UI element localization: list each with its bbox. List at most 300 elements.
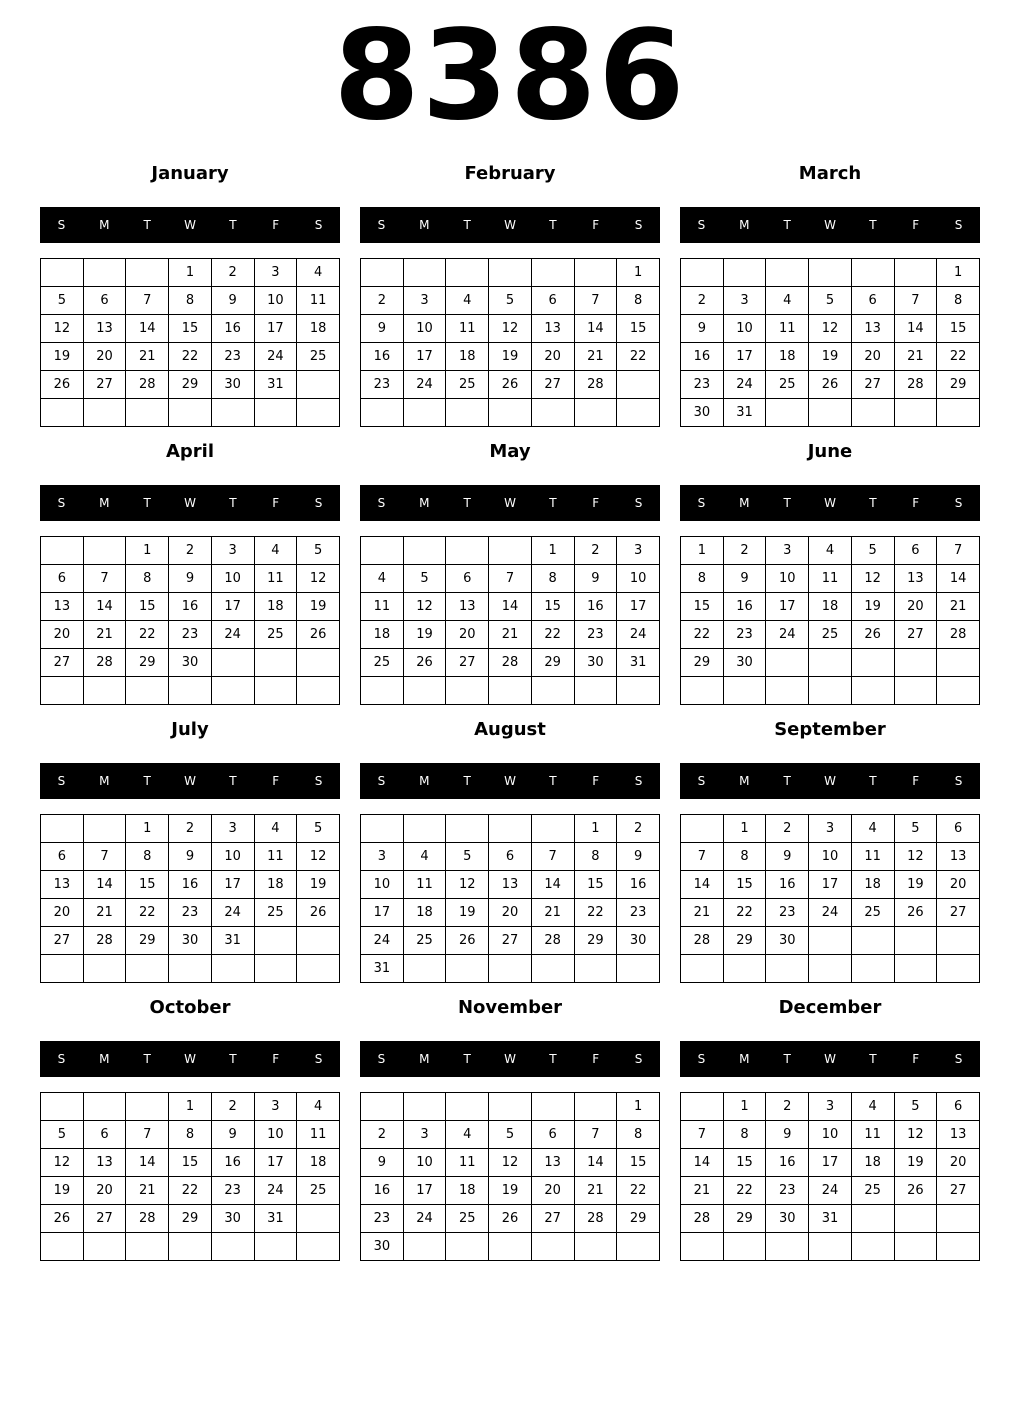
day-cell: 7 xyxy=(894,287,937,315)
day-cell: 10 xyxy=(723,315,766,343)
day-cell: 31 xyxy=(617,649,660,677)
day-cell xyxy=(723,1233,766,1261)
weekday-label: F xyxy=(592,496,600,510)
day-cell xyxy=(809,927,852,955)
day-cell: 5 xyxy=(894,1093,937,1121)
day-cell: 23 xyxy=(361,371,404,399)
day-cell: 22 xyxy=(617,343,660,371)
weekday-label: F xyxy=(272,218,280,232)
week-row xyxy=(361,843,660,871)
day-cell: 18 xyxy=(254,593,297,621)
day-cell: 4 xyxy=(297,1093,340,1121)
day-cell: 6 xyxy=(937,1093,980,1121)
day-cell: 17 xyxy=(403,1177,446,1205)
day-cell: 14 xyxy=(681,871,724,899)
day-cell: 19 xyxy=(489,343,532,371)
day-cell: 13 xyxy=(531,1149,574,1177)
week-row xyxy=(361,1093,660,1121)
day-cell xyxy=(489,1233,532,1261)
day-cell: 25 xyxy=(851,899,894,927)
day-cell: 30 xyxy=(617,927,660,955)
week-row xyxy=(681,1121,980,1149)
day-cell: 22 xyxy=(723,899,766,927)
weekday-label: T xyxy=(143,496,151,510)
day-cell: 3 xyxy=(617,537,660,565)
day-cell: 28 xyxy=(83,649,126,677)
day-cell: 27 xyxy=(83,1205,126,1233)
day-cell: 21 xyxy=(894,343,937,371)
weekday-label: W xyxy=(824,496,836,510)
weekday-label: T xyxy=(229,774,237,788)
weekday-label: M xyxy=(99,496,110,510)
day-cell: 3 xyxy=(809,815,852,843)
day-cell: 19 xyxy=(851,593,894,621)
day-cell xyxy=(41,955,84,983)
day-cell: 19 xyxy=(489,1177,532,1205)
weekday-label: F xyxy=(592,1052,600,1066)
day-cell xyxy=(254,649,297,677)
day-cell: 30 xyxy=(766,927,809,955)
week-row xyxy=(41,593,340,621)
day-cell: 30 xyxy=(766,1205,809,1233)
day-grid xyxy=(360,814,660,983)
day-cell: 17 xyxy=(211,593,254,621)
day-cell: 2 xyxy=(211,1093,254,1121)
day-cell: 17 xyxy=(211,871,254,899)
day-cell: 12 xyxy=(894,1121,937,1149)
day-cell: 22 xyxy=(574,899,617,927)
day-cell xyxy=(809,677,852,705)
day-cell: 31 xyxy=(254,1205,297,1233)
day-cell: 18 xyxy=(766,343,809,371)
day-cell: 8 xyxy=(723,843,766,871)
day-cell: 24 xyxy=(723,371,766,399)
day-cell: 5 xyxy=(894,815,937,843)
day-cell: 22 xyxy=(126,899,169,927)
day-cell: 6 xyxy=(41,565,84,593)
week-row xyxy=(41,955,340,983)
week-row xyxy=(41,1205,340,1233)
day-cell: 8 xyxy=(531,565,574,593)
month-title: June xyxy=(807,441,853,462)
week-row xyxy=(41,315,340,343)
day-cell: 22 xyxy=(617,1177,660,1205)
day-cell: 17 xyxy=(617,593,660,621)
day-cell xyxy=(681,259,724,287)
day-cell xyxy=(851,649,894,677)
week-row xyxy=(681,955,980,983)
day-cell: 14 xyxy=(681,1149,724,1177)
day-cell: 15 xyxy=(681,593,724,621)
day-cell: 29 xyxy=(169,371,212,399)
day-cell: 19 xyxy=(41,343,84,371)
day-cell: 10 xyxy=(617,565,660,593)
day-cell: 24 xyxy=(617,621,660,649)
day-cell xyxy=(531,677,574,705)
week-row xyxy=(681,677,980,705)
day-cell: 18 xyxy=(851,871,894,899)
day-cell xyxy=(126,955,169,983)
day-cell xyxy=(681,1093,724,1121)
week-row xyxy=(681,565,980,593)
day-cell xyxy=(766,677,809,705)
day-cell: 27 xyxy=(531,1205,574,1233)
day-cell: 31 xyxy=(361,955,404,983)
day-cell: 5 xyxy=(297,815,340,843)
day-cell: 15 xyxy=(169,315,212,343)
day-cell: 18 xyxy=(297,315,340,343)
day-cell xyxy=(211,955,254,983)
weekday-label: F xyxy=(272,774,280,788)
day-cell: 2 xyxy=(361,1121,404,1149)
day-cell xyxy=(489,1093,532,1121)
weekday-label: S xyxy=(634,1052,643,1066)
week-row xyxy=(41,1177,340,1205)
day-cell: 8 xyxy=(723,1121,766,1149)
weekday-label: T xyxy=(869,1052,877,1066)
day-cell xyxy=(937,649,980,677)
month-title: February xyxy=(464,163,556,184)
day-cell: 7 xyxy=(531,843,574,871)
week-row xyxy=(361,565,660,593)
weekday-label: S xyxy=(954,1052,963,1066)
weekday-label: S xyxy=(377,1052,386,1066)
day-cell: 4 xyxy=(766,287,809,315)
weekday-label: S xyxy=(377,496,386,510)
day-cell: 31 xyxy=(211,927,254,955)
day-cell: 4 xyxy=(809,537,852,565)
day-cell: 1 xyxy=(617,1093,660,1121)
day-cell xyxy=(83,259,126,287)
day-cell: 20 xyxy=(531,1177,574,1205)
week-row xyxy=(361,621,660,649)
day-cell: 21 xyxy=(681,899,724,927)
weekday-label: S xyxy=(634,496,643,510)
day-cell: 8 xyxy=(937,287,980,315)
day-cell: 2 xyxy=(766,1093,809,1121)
week-row xyxy=(361,677,660,705)
weekday-label: T xyxy=(783,218,791,232)
day-cell xyxy=(297,1205,340,1233)
weekday-label: S xyxy=(634,774,643,788)
month-title: May xyxy=(489,441,531,462)
day-cell xyxy=(851,399,894,427)
day-cell: 5 xyxy=(446,843,489,871)
day-cell: 26 xyxy=(489,1205,532,1233)
day-cell: 6 xyxy=(83,1121,126,1149)
day-cell: 20 xyxy=(894,593,937,621)
day-cell: 9 xyxy=(723,565,766,593)
day-cell xyxy=(297,1233,340,1261)
day-cell: 7 xyxy=(83,843,126,871)
weekday-label: S xyxy=(954,218,963,232)
day-cell xyxy=(41,259,84,287)
day-cell: 6 xyxy=(83,287,126,315)
day-cell: 30 xyxy=(169,927,212,955)
day-cell: 28 xyxy=(83,927,126,955)
weekday-label: M xyxy=(99,1052,110,1066)
week-row xyxy=(41,287,340,315)
day-cell: 25 xyxy=(446,371,489,399)
day-cell: 11 xyxy=(446,1149,489,1177)
day-cell xyxy=(617,955,660,983)
day-cell: 16 xyxy=(766,871,809,899)
week-row xyxy=(361,343,660,371)
day-cell: 14 xyxy=(574,315,617,343)
weekday-header xyxy=(40,763,340,799)
day-cell: 15 xyxy=(126,871,169,899)
week-row xyxy=(681,399,980,427)
day-cell: 29 xyxy=(126,927,169,955)
day-cell: 25 xyxy=(297,343,340,371)
day-cell: 27 xyxy=(894,621,937,649)
day-cell: 9 xyxy=(574,565,617,593)
day-cell: 5 xyxy=(403,565,446,593)
day-cell: 16 xyxy=(574,593,617,621)
day-cell: 28 xyxy=(126,371,169,399)
day-cell: 11 xyxy=(254,565,297,593)
day-cell: 10 xyxy=(809,843,852,871)
day-cell xyxy=(894,259,937,287)
day-cell xyxy=(254,927,297,955)
day-cell: 9 xyxy=(361,315,404,343)
day-cell: 15 xyxy=(723,871,766,899)
weekday-label: T xyxy=(869,218,877,232)
day-cell: 16 xyxy=(169,593,212,621)
day-cell: 17 xyxy=(403,343,446,371)
day-cell: 8 xyxy=(169,287,212,315)
week-row xyxy=(681,899,980,927)
day-cell xyxy=(851,955,894,983)
day-cell: 19 xyxy=(297,871,340,899)
day-cell: 7 xyxy=(574,287,617,315)
day-cell xyxy=(403,677,446,705)
day-cell: 25 xyxy=(297,1177,340,1205)
day-cell: 16 xyxy=(361,1177,404,1205)
day-cell: 27 xyxy=(83,371,126,399)
day-cell: 29 xyxy=(169,1205,212,1233)
day-cell: 18 xyxy=(297,1149,340,1177)
day-cell: 20 xyxy=(446,621,489,649)
week-row xyxy=(41,259,340,287)
day-cell: 23 xyxy=(211,343,254,371)
day-cell: 23 xyxy=(361,1205,404,1233)
weekday-label: S xyxy=(314,218,323,232)
day-cell xyxy=(894,1233,937,1261)
day-grid xyxy=(680,814,980,983)
day-cell: 19 xyxy=(41,1177,84,1205)
day-cell xyxy=(766,399,809,427)
day-cell: 20 xyxy=(41,899,84,927)
day-cell: 9 xyxy=(211,1121,254,1149)
day-cell: 15 xyxy=(617,315,660,343)
day-cell: 13 xyxy=(83,1149,126,1177)
day-cell: 13 xyxy=(41,593,84,621)
day-grid xyxy=(40,1092,340,1261)
day-cell: 30 xyxy=(574,649,617,677)
day-cell: 4 xyxy=(446,287,489,315)
day-cell: 23 xyxy=(574,621,617,649)
day-cell: 3 xyxy=(723,287,766,315)
week-row xyxy=(681,843,980,871)
day-cell xyxy=(361,537,404,565)
day-cell xyxy=(403,1233,446,1261)
day-cell: 14 xyxy=(937,565,980,593)
day-cell: 2 xyxy=(211,259,254,287)
day-cell: 13 xyxy=(489,871,532,899)
day-cell: 12 xyxy=(403,593,446,621)
day-cell xyxy=(851,677,894,705)
day-cell xyxy=(126,1233,169,1261)
day-cell: 27 xyxy=(489,927,532,955)
day-cell: 4 xyxy=(361,565,404,593)
weekday-label: S xyxy=(697,1052,706,1066)
day-cell xyxy=(211,1233,254,1261)
day-cell xyxy=(851,1205,894,1233)
day-cell xyxy=(361,815,404,843)
day-cell: 26 xyxy=(489,371,532,399)
day-cell xyxy=(723,259,766,287)
weekday-header xyxy=(680,763,980,799)
day-cell xyxy=(531,399,574,427)
day-cell: 26 xyxy=(894,1177,937,1205)
day-cell: 13 xyxy=(937,1121,980,1149)
weekday-label: T xyxy=(869,496,877,510)
day-cell: 26 xyxy=(41,1205,84,1233)
day-cell xyxy=(403,815,446,843)
day-cell: 21 xyxy=(489,621,532,649)
day-cell: 20 xyxy=(83,343,126,371)
weekday-label: M xyxy=(739,496,750,510)
day-cell: 19 xyxy=(894,871,937,899)
day-cell xyxy=(937,677,980,705)
day-cell: 20 xyxy=(937,1149,980,1177)
week-row xyxy=(681,871,980,899)
day-cell: 22 xyxy=(126,621,169,649)
week-row xyxy=(681,343,980,371)
day-cell xyxy=(297,399,340,427)
day-cell xyxy=(254,399,297,427)
day-cell: 22 xyxy=(937,343,980,371)
day-cell: 23 xyxy=(617,899,660,927)
day-cell: 4 xyxy=(446,1121,489,1149)
day-cell: 4 xyxy=(851,1093,894,1121)
day-cell: 21 xyxy=(531,899,574,927)
day-cell: 5 xyxy=(41,287,84,315)
day-cell xyxy=(681,1233,724,1261)
day-cell: 13 xyxy=(83,315,126,343)
week-row xyxy=(681,621,980,649)
day-cell: 6 xyxy=(531,1121,574,1149)
day-cell: 24 xyxy=(403,371,446,399)
day-cell xyxy=(574,1233,617,1261)
day-cell: 7 xyxy=(681,1121,724,1149)
weekday-label: T xyxy=(549,1052,557,1066)
day-cell: 26 xyxy=(851,621,894,649)
week-row xyxy=(361,815,660,843)
day-cell xyxy=(403,1093,446,1121)
day-cell: 15 xyxy=(531,593,574,621)
day-cell: 30 xyxy=(211,371,254,399)
day-cell: 18 xyxy=(403,899,446,927)
day-cell: 20 xyxy=(531,343,574,371)
day-cell xyxy=(254,955,297,983)
weekday-label: M xyxy=(739,1052,750,1066)
day-cell xyxy=(83,537,126,565)
weekday-label: T xyxy=(783,1052,791,1066)
month-title: August xyxy=(474,719,546,740)
day-cell: 3 xyxy=(254,1093,297,1121)
day-cell xyxy=(297,955,340,983)
day-cell: 3 xyxy=(211,815,254,843)
day-cell: 1 xyxy=(169,259,212,287)
day-cell: 25 xyxy=(361,649,404,677)
day-cell: 12 xyxy=(489,315,532,343)
day-cell: 16 xyxy=(361,343,404,371)
day-cell: 2 xyxy=(681,287,724,315)
day-cell xyxy=(531,1233,574,1261)
day-cell: 23 xyxy=(723,621,766,649)
week-row xyxy=(681,259,980,287)
day-cell: 29 xyxy=(723,927,766,955)
weekday-label: T xyxy=(869,774,877,788)
weekday-label: M xyxy=(739,218,750,232)
day-cell xyxy=(574,677,617,705)
week-row xyxy=(41,1121,340,1149)
day-cell: 7 xyxy=(83,565,126,593)
day-cell: 4 xyxy=(254,537,297,565)
day-cell xyxy=(681,815,724,843)
day-cell: 26 xyxy=(894,899,937,927)
weekday-header xyxy=(680,207,980,243)
day-cell xyxy=(446,1233,489,1261)
week-row xyxy=(41,927,340,955)
day-grid xyxy=(360,258,660,427)
week-row xyxy=(681,1093,980,1121)
day-cell: 7 xyxy=(681,843,724,871)
day-cell: 13 xyxy=(894,565,937,593)
day-cell: 8 xyxy=(126,565,169,593)
weekday-label: T xyxy=(783,496,791,510)
day-cell: 16 xyxy=(211,315,254,343)
day-cell: 30 xyxy=(211,1205,254,1233)
weekday-label: M xyxy=(739,774,750,788)
day-cell: 21 xyxy=(83,899,126,927)
day-cell: 4 xyxy=(851,815,894,843)
day-cell: 24 xyxy=(211,899,254,927)
day-cell: 10 xyxy=(254,287,297,315)
day-grid xyxy=(40,536,340,705)
day-cell: 1 xyxy=(531,537,574,565)
weekday-label: S xyxy=(697,496,706,510)
day-cell: 26 xyxy=(41,371,84,399)
day-cell: 13 xyxy=(851,315,894,343)
day-cell: 2 xyxy=(574,537,617,565)
day-cell: 22 xyxy=(531,621,574,649)
week-row xyxy=(361,1233,660,1261)
day-cell: 9 xyxy=(211,287,254,315)
day-cell: 18 xyxy=(851,1149,894,1177)
day-cell: 4 xyxy=(403,843,446,871)
day-cell: 2 xyxy=(169,537,212,565)
day-grid xyxy=(40,258,340,427)
day-cell: 7 xyxy=(574,1121,617,1149)
weekday-label: S xyxy=(57,1052,66,1066)
week-row xyxy=(361,315,660,343)
weekday-label: W xyxy=(504,774,516,788)
day-cell xyxy=(894,927,937,955)
day-cell: 27 xyxy=(41,927,84,955)
